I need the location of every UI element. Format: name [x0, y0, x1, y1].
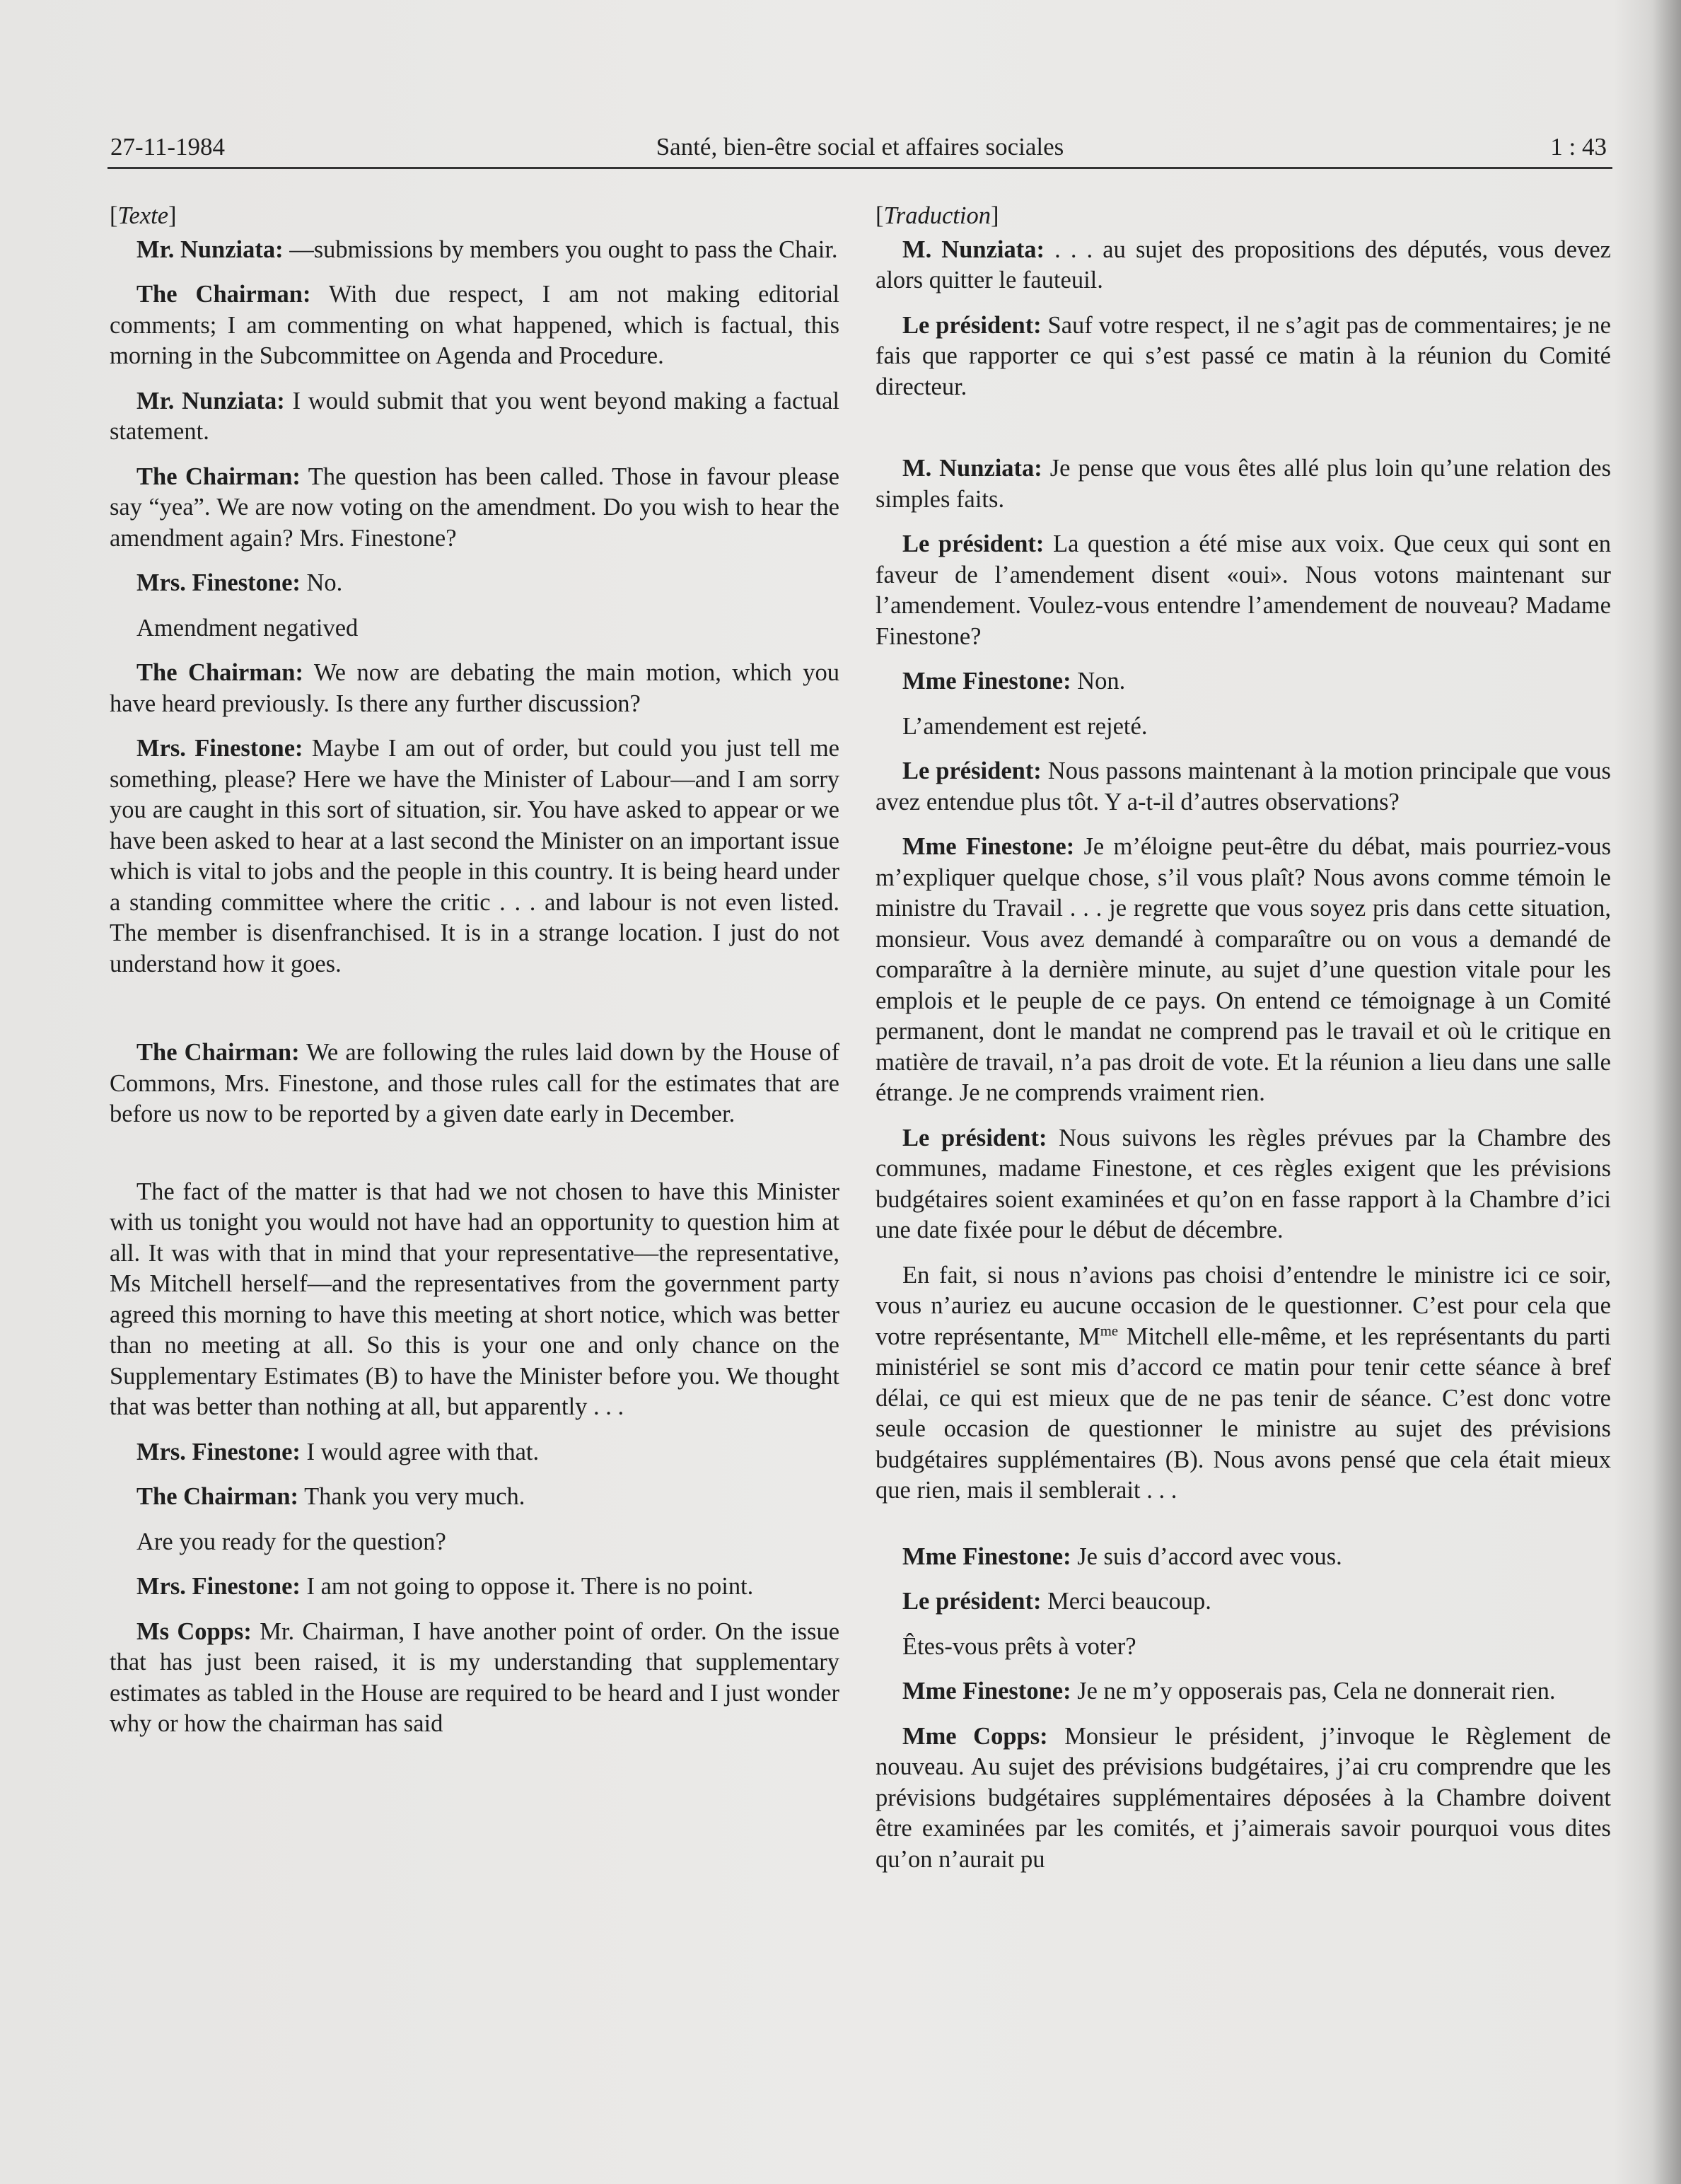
- speaker: Le président:: [902, 1588, 1042, 1615]
- speech: Non.: [1071, 668, 1126, 695]
- speaker: The Chairman:: [136, 281, 311, 308]
- binding-shadow: [1653, 0, 1681, 2184]
- speaker: Mme Copps:: [902, 1722, 1048, 1750]
- speech: . . . au sujet des propositions des députés, vous devez alors quitter le fauteuil.: [876, 236, 1611, 294]
- speaker: Le président:: [902, 757, 1042, 784]
- speaker: Mrs. Finestone:: [136, 735, 303, 762]
- paragraph: [876, 666, 1611, 697]
- paragraph: [876, 1542, 1611, 1573]
- speaker: Mrs. Finestone:: [136, 569, 301, 596]
- speech: Thank you very much.: [298, 1483, 525, 1510]
- paragraph: [876, 1586, 1611, 1617]
- speech: The fact of the matter is that had we not chosen to have this Minister with us tonight you would not have had an opportunity to question him at all. It was with that in mind that your representative—the representative, Ms Mitchell herself—and the representatives from the government party agreed this morning to have this meeting at short notice, which was better than no meeting at all. So this is your one and only chance on the Supplementary Estimates (B) to have the Minister before you. We thought that was better than nothing at all, but apparently . . .: [110, 1178, 839, 1420]
- paragraph: [876, 832, 1611, 1109]
- speaker: Le président:: [902, 311, 1042, 339]
- paragraph: [876, 453, 1611, 515]
- english-lang-label: [Texte]: [110, 202, 177, 229]
- speech: I would agree with that.: [300, 1438, 540, 1465]
- paragraph: [876, 1260, 1611, 1506]
- procedural-note: L’amendement est rejeté.: [902, 712, 1148, 740]
- paragraph: [876, 1676, 1611, 1707]
- paragraph: [876, 1721, 1611, 1876]
- speech: Nous passons maintenant à la motion principale que vous avez entendue plus tôt. Y a-t-il d’autres observations?: [876, 757, 1611, 815]
- speech: Mr. Chairman, I have another point of order. On the issue that has just been raised, it is my understanding that supplementary estimates as tabled in the House are required to be heard and I just wonder why or how the chairman has said: [110, 1617, 840, 1737]
- paragraph: [110, 1617, 839, 1740]
- speech: We now are debating the main motion, which you have heard previously. Is there any further discussion?: [110, 659, 839, 717]
- speaker: M. Nunziata:: [902, 236, 1045, 263]
- paragraph: [876, 1123, 1611, 1246]
- speech: La question a été mise aux voix. Que ceux qui sont en faveur de l’amendement disent «oui». Nous votons maintenant sur l’amendement. Voulez-vous entendre l’amendement de nouveau? Madame Finestone?: [876, 530, 1611, 650]
- speaker: The Chairman:: [136, 659, 303, 686]
- speech: Maybe I am out of order, but could you just tell me something, please? Here we have the Minister of Labour—and I am sorry you are caught in this sort of situation, sir. You have asked to appear or we have been asked to hear at a last second the Minister on an important issue which is vital to jobs and the people in this country. It is being heard under a standing committee where the critic . . . and labour is not even listed. The member is disenfranchised. It is in a strange location. I just do not understand how it goes.: [110, 735, 839, 977]
- paragraph: [110, 386, 839, 448]
- speaker: Le président:: [902, 530, 1045, 557]
- procedural-note: Amendment negatived: [136, 614, 359, 641]
- paragraph: [110, 733, 839, 980]
- speech: Je suis d’accord avec vous.: [1071, 1543, 1342, 1570]
- paragraph: [110, 1572, 839, 1603]
- paragraph: [876, 756, 1611, 818]
- paragraph: [110, 462, 839, 554]
- speech: Merci beaucoup.: [1041, 1588, 1211, 1615]
- paragraph: [110, 235, 839, 266]
- paragraph: [110, 568, 839, 599]
- speech: Nous suivons les règles prévues par la Chambre des communes, madame Finestone, et ces règles exigent que les prévisions budgétaires soient examinées et qu’on en fasse rapport à la Chambre d’ici une date fixée pour le début de décembre.: [876, 1124, 1611, 1243]
- speaker: The Chairman:: [136, 463, 301, 490]
- speech: The question has been called. Those in favour please say “yea”. We are now voting on the amendment. Do you wish to hear the amendment again? Mrs. Finestone?: [110, 463, 839, 552]
- speaker: Mr. Nunziata:: [136, 236, 284, 263]
- speech: Je pense que vous êtes allé plus loin qu’une relation des simples faits.: [876, 455, 1611, 513]
- speaker: Mme Finestone:: [902, 668, 1071, 695]
- speaker: M. Nunziata:: [902, 455, 1042, 482]
- paragraph: [110, 1527, 839, 1558]
- header-date: 27-11-1984: [110, 133, 226, 161]
- paragraph: [110, 658, 839, 719]
- paragraph: [110, 279, 839, 372]
- speech: With due respect, I am not making editorial comments; I am commenting on what happened, which is factual, this morning in the Subcommittee on Agenda and Procedure.: [110, 281, 839, 369]
- speaker: Ms Copps:: [136, 1617, 252, 1645]
- speech: —submissions by members you ought to pass the Chair.: [283, 236, 838, 263]
- speech: Je m’éloigne peut-être du débat, mais pourriez-vous m’expliquer quelque chose, s’il vous plaît? Nous avons comme témoin le ministre du Travail . . . je regrette que vous soyez pris dans cette situation, monsieur. Vous avez demandé à comparaître ou on vous a demandé de comparaître à la dernière minute, au sujet d’une question vitale pour les emplois et le peuple de ce pays. On entend ce témoignage à un Comité permanent, dont le mandat ne comprend pas le travail et où le critique en matière de travail, n’a pas droit de vote. Et la réunion a lieu dans une salle étrange. Je ne comprends vraiment rien.: [876, 833, 1611, 1106]
- speech: En fait, si nous n’avions pas choisi d’entendre le ministre ici ce soir, vous n’auriez eu aucune occasion de le questionner. C’est pour cela que votre représentante, $M^{me}$ Mitchell elle-même, et les représentants du parti ministériel se sont mis d’accord ce matin pour tenir cette séance à bref délai, ce qui est mieux que de ne pas tenir de séance. C’est donc votre seule occasion de questionner le ministre au sujet des prévisions budgétaires supplémentaires (B). Nous avons pensé que cela était mieux que rien, mais il semblerait . . .: [876, 1261, 1611, 1504]
- speech: Monsieur le président, j’invoque le Règlement de nouveau. Au sujet des prévisions budgétaires, j’ai cru comprendre que les prévisions budgétaires supplémentaires déposées à la Chambre doivent être examinées par les comités, et j’aimerais savoir pourquoi vous dites qu’on n’aurait pu: [876, 1722, 1611, 1873]
- speaker: Mrs. Finestone:: [136, 1573, 301, 1600]
- speech: Êtes-vous prêts à voter?: [902, 1632, 1136, 1660]
- speaker: Mr. Nunziata:: [136, 387, 285, 414]
- speaker: The Chairman:: [136, 1483, 299, 1510]
- speaker: Le président:: [902, 1124, 1047, 1151]
- french-lang-label: [Traduction]: [876, 202, 999, 229]
- speech: Je ne m’y opposerais pas, Cela ne donnerait rien.: [1071, 1678, 1556, 1704]
- paragraph: [110, 1177, 839, 1423]
- paragraph: [110, 1038, 839, 1130]
- speaker: Mme Finestone:: [902, 1543, 1071, 1570]
- speech: Sauf votre respect, il ne s’agit pas de commentaires; je ne fais que rapporter ce qui s’est passé ce matin à la réunion du Comité directeur.: [876, 311, 1611, 400]
- paragraph: [876, 235, 1611, 296]
- english-column: [110, 201, 839, 1754]
- speech: We are following the rules laid down by the House of Commons, Mrs. Finestone, and those rules call for the estimates that are before us now to be reported by a given date early in December.: [110, 1039, 839, 1127]
- paragraph: [876, 529, 1611, 652]
- paragraph: [110, 1437, 839, 1468]
- paragraph: [876, 310, 1611, 403]
- header-title: Santé, bien-être social et affaires sociales: [656, 133, 1064, 161]
- paragraph: [110, 1482, 839, 1513]
- speech: I would submit that you went beyond making a factual statement.: [110, 387, 839, 445]
- speaker: Mme Finestone:: [902, 833, 1075, 860]
- speaker: Mrs. Finestone:: [136, 1438, 301, 1465]
- running-header: [107, 127, 1612, 169]
- speaker: Mme Finestone:: [902, 1678, 1071, 1704]
- french-column: [876, 201, 1611, 1889]
- speech: No.: [300, 569, 343, 596]
- speech: I am not going to oppose it. There is no point.: [300, 1573, 754, 1600]
- header-page-number: 1 : 43: [1550, 133, 1607, 161]
- speaker: The Chairman:: [136, 1039, 300, 1066]
- paragraph: [876, 1632, 1611, 1663]
- speech: Are you ready for the question?: [136, 1528, 446, 1555]
